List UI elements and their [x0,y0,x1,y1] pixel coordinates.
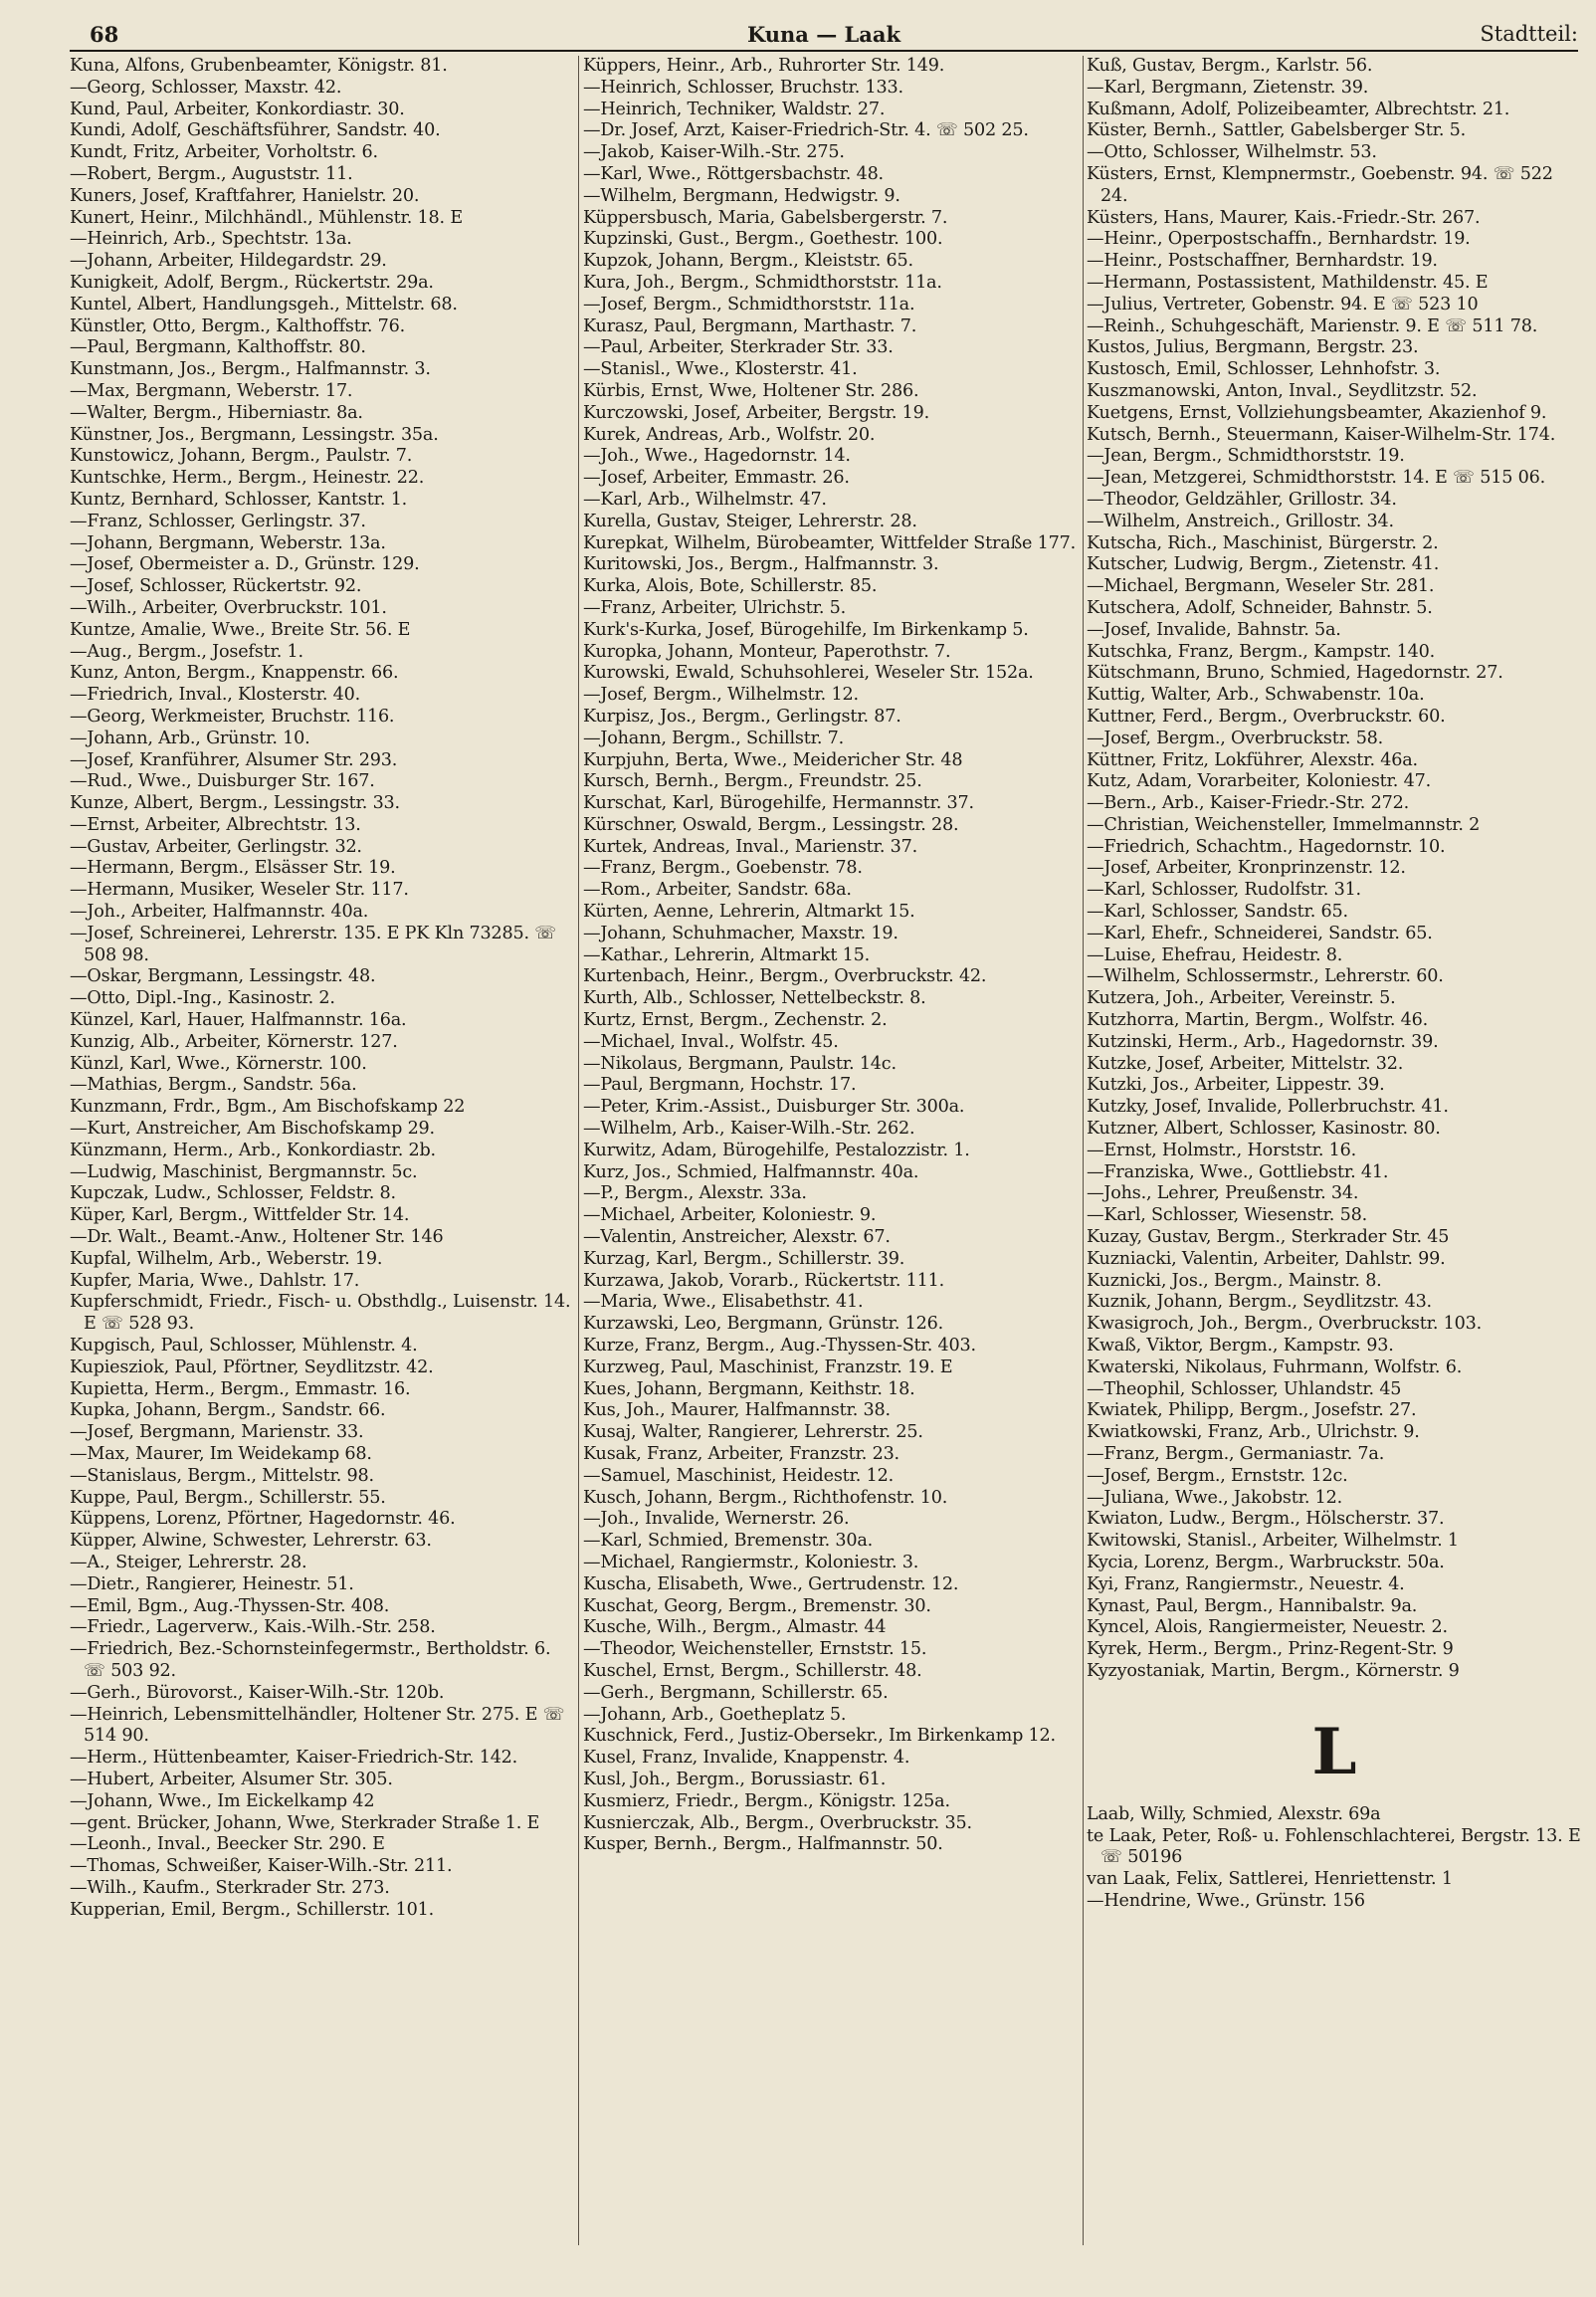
column-3 [1087,56,1582,2285]
directory-entry: —Johann, Schuhmacher, Maxstr. 19. [583,923,898,943]
directory-entry: —Ernst, Arbeiter, Albrechtstr. 13. [70,814,361,835]
directory-entry: —Jean, Metzgerei, Schmidthorststr. 14. E ☏ 515 06. [1087,468,1545,489]
directory-entry: —Wilhelm, Arb., Kaiser-Wilh.-Str. 262. [583,1119,915,1140]
directory-entry: —Paul, Bergmann, Hochstr. 17. [583,1075,857,1096]
directory-entry: Laab, Willy, Schmied, Alexstr. 69a [1087,1803,1381,1824]
directory-entry: —Heinrich, Schlosser, Bruchstr. 133. [583,77,903,98]
directory-entry: Küttner, Fritz, Lokführer, Alexstr. 46a. [1087,749,1418,770]
directory-entry: —Aug., Bergm., Josefstr. 1. [70,641,303,662]
directory-entry: Kusmierz, Friedr., Bergm., Königstr. 125a. [583,1790,950,1811]
directory-entry: Kuppe, Paul, Bergm., Schillerstr. 55. [70,1487,386,1508]
directory-entry: —Johann, Arbeiter, Hildegardstr. 29. [70,251,387,272]
directory-entry: Küppersbusch, Maria, Gabelsbergerstr. 7. [583,207,948,228]
directory-entry: Kunzmann, Frdr., Bgm., Am Bischofskamp 22 [70,1097,466,1118]
directory-entry: —Nikolaus, Bergmann, Paulstr. 14c. [583,1053,897,1074]
directory-entry: —Michael, Bergmann, Weseler Str. 281. [1087,576,1435,597]
directory-entry: Kuntschke, Herm., Bergm., Heinestr. 22. [70,468,425,489]
directory-entry: Kupfer, Maria, Wwe., Dahlstr. 17. [70,1270,360,1291]
directory-entry: —Christian, Weichensteller, Immelmannstr. 2 [1087,814,1481,835]
directory-entry: —Hermann, Musiker, Weseler Str. 117. [70,880,409,901]
directory-entry: Kursch, Bernh., Bergm., Freundstr. 25. [583,771,922,792]
directory-columns [70,56,1582,2285]
directory-entry: —Karl, Bergmann, Zietenstr. 39. [1087,77,1369,98]
directory-entry: Kutzinski, Herm., Arb., Hagedornstr. 39. [1087,1031,1439,1052]
directory-entry: Kutzke, Josef, Arbeiter, Mittelstr. 32. [1087,1053,1404,1074]
directory-entry: Küppens, Lorenz, Pförtner, Hagedornstr. 46. [70,1509,456,1530]
directory-entry: Kuschnick, Ferd., Justiz-Obersekr., Im Birkenkamp 12. [583,1726,1056,1747]
directory-entry: Kurk's-Kurka, Josef, Bürogehilfe, Im Birkenkamp 5. [583,619,1029,640]
directory-entry: —Johann, Bergmann, Weberstr. 13a. [70,532,386,553]
directory-entry: Kuna, Alfons, Grubenbeamter, Königstr. 81. [70,56,448,76]
column-3-entries [1087,56,1582,1683]
directory-entry: —Joh., Arbeiter, Halfmannstr. 40a. [70,902,369,923]
directory-entry: —Max, Bergmann, Weberstr. 17. [70,380,353,401]
directory-entry: Kupzinski, Gust., Bergm., Goethestr. 100. [583,229,943,250]
directory-entry: Kusper, Bernh., Bergm., Halfmannstr. 50. [583,1834,943,1855]
directory-entry: —Jakob, Kaiser-Wilh.-Str. 275. [583,142,845,163]
directory-entry: —Josef, Arbeiter, Kronprinzenstr. 12. [1087,858,1406,879]
directory-entry: —Kurt, Anstreicher, Am Bischofskamp 29. [70,1119,435,1140]
directory-entry: Kurth, Alb., Schlosser, Nettelbeckstr. 8. [583,988,926,1009]
directory-entry: Kunzig, Alb., Arbeiter, Körnerstr. 127. [70,1031,398,1052]
directory-entry: —Theodor, Weichensteller, Ernststr. 15. [583,1639,927,1660]
directory-entry: —Georg, Werkmeister, Bruchstr. 116. [70,706,395,727]
directory-entry: Küper, Karl, Bergm., Wittfelder Str. 14. [70,1205,410,1226]
directory-entry: Kwasigroch, Joh., Bergm., Overbruckstr. 103. [1087,1314,1483,1335]
directory-entry: —Gerh., Bergmann, Schillerstr. 65. [583,1682,889,1703]
directory-entry: Kues, Johann, Bergmann, Keithstr. 18. [583,1378,915,1399]
directory-entry: —Joh., Invalide, Wernerstr. 26. [583,1509,850,1530]
directory-entry: —Robert, Bergm., Auguststr. 11. [70,163,353,184]
directory-entry: Kyrek, Herm., Bergm., Prinz-Regent-Str. 9 [1087,1639,1454,1660]
directory-entry: Kyzyostaniak, Martin, Bergm., Körnerstr. 9 [1087,1660,1460,1681]
directory-entry: Kwiatkowski, Franz, Arb., Ulrichstr. 9. [1087,1422,1420,1443]
directory-entry: Kupzok, Johann, Bergm., Kleiststr. 65. [583,251,913,272]
directory-entry: Kura, Joh., Bergm., Schmidthorststr. 11a. [583,272,942,293]
directory-entry: Kupietta, Herm., Bergm., Emmastr. 16. [70,1378,411,1399]
directory-entry: Kuntz, Bernhard, Schlosser, Kantstr. 1. [70,489,408,510]
directory-entry: Kupperian, Emil, Bergm., Schillerstr. 101. [70,1899,434,1920]
directory-entry: Kutsch, Bernh., Steuermann, Kaiser-Wilhelm-Str. 174. [1087,424,1556,445]
directory-entry: Kurwitz, Adam, Bürogehilfe, Pestalozzistr. 1. [583,1140,970,1160]
directory-entry: Kurczowski, Josef, Arbeiter, Bergstr. 19. [583,402,930,423]
directory-entry: Küpper, Alwine, Schwester, Lehrerstr. 63. [70,1531,432,1552]
directory-entry: Kuznik, Johann, Bergm., Seydlitzstr. 43. [1087,1292,1432,1313]
directory-entry: Kurasz, Paul, Bergmann, Marthastr. 7. [583,315,917,336]
directory-entry: Kus, Joh., Maurer, Halfmannstr. 38. [583,1400,891,1421]
directory-entry: Kuszmanowski, Anton, Inval., Seydlitzstr. 52. [1087,380,1478,401]
directory-entry: —Heinrich, Arb., Spechtstr. 13a. [70,229,352,250]
directory-entry: —Heinrich, Techniker, Waldstr. 27. [583,99,886,119]
directory-entry: Kwitowski, Stanisl., Arbeiter, Wilhelmstr. 1 [1087,1531,1459,1552]
directory-entry: Kurzweg, Paul, Maschinist, Franzstr. 19. E [583,1357,953,1377]
directory-entry: Kwaß, Viktor, Bergm., Kampstr. 93. [1087,1336,1394,1357]
directory-entry: Kurpisz, Jos., Bergm., Gerlingstr. 87. [583,706,901,727]
directory-entry: —Dr. Walt., Beamt.-Anw., Holtener Str. 146 [70,1227,444,1248]
directory-entry: Kuzniacki, Valentin, Arbeiter, Dahlstr. 99. [1087,1248,1446,1269]
directory-entry: —Theodor, Geldzähler, Grillostr. 34. [1087,489,1397,510]
directory-entry: Kusel, Franz, Invalide, Knappenstr. 4. [583,1748,910,1769]
directory-entry: Kuttig, Walter, Arb., Schwabenstr. 10a. [1087,685,1425,706]
directory-entry: —Karl, Arb., Wilhelmstr. 47. [583,489,827,510]
directory-entry: —Hendrine, Wwe., Grünstr. 156 [1087,1890,1365,1911]
directory-entry: —Rom., Arbeiter, Sandstr. 68a. [583,880,852,901]
directory-entry: —Herm., Hüttenbeamter, Kaiser-Friedrich-Str. 142. [70,1748,518,1769]
directory-entry: —Ludwig, Maschinist, Bergmannstr. 5c. [70,1161,418,1182]
directory-entry: —Michael, Rangiermstr., Koloniestr. 3. [583,1552,919,1572]
directory-entry: —Paul, Bergmann, Kalthoffstr. 80. [70,337,366,358]
directory-entry: Kuschel, Ernst, Bergm., Schillerstr. 48. [583,1660,922,1681]
directory-entry: —Friedrich, Schachtm., Hagedornstr. 10. [1087,836,1446,857]
directory-entry: —Heinr., Operpostschaffn., Bernhardstr. 19. [1087,229,1471,250]
directory-entry: Kürten, Aenne, Lehrerin, Altmarkt 15. [583,902,915,923]
directory-entry: Kuntel, Albert, Handlungsgeh., Mittelstr. 68. [70,294,458,314]
directory-entry: Kupczak, Ludw., Schlosser, Feldstr. 8. [70,1183,396,1204]
directory-entry: —Wilh., Arbeiter, Overbruckstr. 101. [70,597,387,618]
directory-entry: —Wilh., Kaufm., Sterkrader Str. 273. [70,1877,390,1898]
directory-entry: Kunze, Albert, Bergm., Lessingstr. 33. [70,793,400,814]
directory-entry: Kusnierczak, Alb., Bergm., Overbruckstr. 35. [583,1812,972,1833]
page-title: Kuna — Laak [746,22,901,47]
directory-entry: Kunstowicz, Johann, Bergm., Paulstr. 7. [70,446,413,467]
directory-entry: Kuropka, Johann, Monteur, Paperothstr. 7. [583,641,951,662]
directory-entry: Kuners, Josef, Kraftfahrer, Hanielstr. 20. [70,185,420,206]
directory-entry: —Wilhelm, Schlossermstr., Lehrerstr. 60. [1087,966,1444,987]
directory-entry: —Franz, Bergm., Goebenstr. 78. [583,858,863,879]
directory-entry: Kundi, Adolf, Geschäftsführer, Sandstr. 40. [70,120,441,141]
directory-entry: —Walter, Bergm., Hiberniastr. 8a. [70,402,363,423]
directory-entry: Kwiaton, Ludw., Bergm., Hölscherstr. 37. [1087,1509,1445,1530]
directory-entry: Kutz, Adam, Vorarbeiter, Koloniestr. 47. [1087,771,1431,792]
directory-entry: Kutzki, Jos., Arbeiter, Lippestr. 39. [1087,1075,1385,1096]
column-1 [70,56,575,2285]
directory-entry: Kutscha, Rich., Maschinist, Bürgerstr. 2. [1087,532,1439,553]
directory-entry: —A., Steiger, Lehrerstr. 28. [70,1552,307,1572]
directory-entry: Kustosch, Emil, Schlosser, Lehnhofstr. 3. [1087,359,1441,380]
directory-entry: —Luise, Ehefrau, Heidestr. 8. [1087,944,1343,965]
directory-entry: —Wilhelm, Bergmann, Hedwigstr. 9. [583,185,900,206]
directory-entry: Kuritowski, Jos., Bergm., Halfmannstr. 3. [583,554,939,575]
directory-entry: —Johann, Arb., Grünstr. 10. [70,728,310,748]
section-letter: L [1311,1714,1357,1789]
directory-entry: —Dietr., Rangierer, Heinestr. 51. [70,1573,354,1594]
page-number: 68 [90,22,119,47]
column-2 [583,56,1079,2285]
directory-entry: —Gerh., Bürovorst., Kaiser-Wilh.-Str. 120b. [70,1682,445,1703]
directory-entry: Kuznicki, Jos., Bergm., Mainstr. 8. [1087,1270,1382,1291]
directory-entry: —Thomas, Schweißer, Kaiser-Wilh.-Str. 211. [70,1856,453,1877]
directory-entry: Kurpjuhn, Berta, Wwe., Meidericher Str. 48 [583,749,963,770]
directory-entry: Kutschka, Franz, Bergm., Kampstr. 140. [1087,641,1435,662]
directory-entry: —Karl, Schlosser, Wiesenstr. 58. [1087,1205,1367,1226]
directory-entry: —Franz, Arbeiter, Ulrichstr. 5. [583,597,847,618]
directory-entry: Kuntze, Amalie, Wwe., Breite Str. 56. E [70,619,411,640]
directory-entry: —Reinh., Schuhgeschäft, Marienstr. 9. E ☏ 511 78. [1087,315,1538,336]
directory-entry: Kusaj, Walter, Rangierer, Lehrerstr. 25. [583,1422,923,1443]
directory-entry: Kustos, Julius, Bergmann, Bergstr. 23. [1087,337,1419,358]
directory-entry: —Josef, Arbeiter, Emmastr. 26. [583,468,850,489]
directory-entry: —Hermann, Bergm., Elsässer Str. 19. [70,858,396,879]
directory-entry: —Kathar., Lehrerin, Altmarkt 15. [583,944,871,965]
directory-entry: Kurtenbach, Heinr., Bergm., Overbruckstr. 42. [583,966,987,987]
directory-entry: —Rud., Wwe., Duisburger Str. 167. [70,771,375,792]
directory-entry: —Stanisl., Wwe., Klosterstr. 41. [583,359,858,380]
directory-entry: —Stanislaus, Bergm., Mittelstr. 98. [70,1465,374,1486]
directory-entry: Kyi, Franz, Rangiermstr., Neuestr. 4. [1087,1573,1405,1594]
directory-entry: —Johann, Arb., Goetheplatz 5. [583,1704,847,1725]
directory-entry: —Josef, Kranführer, Alsumer Str. 293. [70,749,398,770]
directory-entry: Künzel, Karl, Hauer, Halfmannstr. 16a. [70,1010,407,1031]
directory-entry: Kunigkeit, Adolf, Bergm., Rückertstr. 29a. [70,272,434,293]
directory-entry: Kuttner, Ferd., Bergm., Overbruckstr. 60. [1087,706,1446,727]
directory-entry: —Josef, Bergm., Schmidthorststr. 11a. [583,294,915,314]
directory-entry: —Julius, Vertreter, Gobenstr. 94. E ☏ 523 10 [1087,294,1479,314]
directory-entry: —Karl, Wwe., Röttgersbachstr. 48. [583,163,884,184]
directory-entry: Kuschat, Georg, Bergm., Bremenstr. 30. [583,1595,931,1616]
directory-entry: Kunz, Anton, Bergm., Knappenstr. 66. [70,663,399,684]
directory-entry: —Otto, Schlosser, Wilhelmstr. 53. [1087,142,1377,163]
directory-entry: te Laak, Peter, Roß- u. Fohlenschlachterei, Bergstr. 13. E ☏ 50196 [1087,1825,1581,1868]
directory-entry: —Peter, Krim.-Assist., Duisburger Str. 300a. [583,1097,965,1118]
directory-entry: —Jean, Bergm., Schmidthorststr. 19. [1087,446,1405,467]
directory-entry: Kutzhorra, Martin, Bergm., Wolfstr. 46. [1087,1010,1429,1031]
directory-entry: —Bern., Arb., Kaiser-Friedr.-Str. 272. [1087,793,1409,814]
directory-entry: —Johs., Lehrer, Preußenstr. 34. [1087,1183,1359,1204]
directory-entry: —Wilhelm, Anstreich., Grillostr. 34. [1087,511,1394,531]
directory-entry: Kunstmann, Jos., Bergm., Halfmannstr. 3. [70,359,431,380]
directory-entry: Kund, Paul, Arbeiter, Konkordiastr. 30. [70,99,405,119]
directory-entry: Küsters, Hans, Maurer, Kais.-Friedr.-Str. 267. [1087,207,1481,228]
directory-entry: Kurze, Franz, Bergm., Aug.-Thyssen-Str. 403. [583,1336,976,1357]
district-label: Stadtteil: [1480,22,1578,46]
directory-entry: Kurzag, Karl, Bergm., Schillerstr. 39. [583,1248,905,1269]
directory-entry: Kuzay, Gustav, Bergm., Sterkrader Str. 45 [1087,1227,1450,1248]
directory-entry: —Johann, Bergm., Schillstr. 7. [583,728,845,748]
directory-entry: —Franziska, Wwe., Gottliebstr. 41. [1087,1161,1389,1182]
directory-entry: Kuß, Gustav, Bergm., Karlstr. 56. [1087,56,1373,76]
directory-entry: —Josef, Bergm., Overbruckstr. 58. [1087,728,1384,748]
directory-entry: Kußmann, Adolf, Polizeibeamter, Albrechtstr. 21. [1087,99,1510,119]
directory-entry: Kutzky, Josef, Invalide, Pollerbruchstr. 41. [1087,1097,1449,1118]
directory-entry: Küppers, Heinr., Arb., Ruhrorter Str. 149. [583,56,945,76]
directory-entry: Kurtek, Andreas, Inval., Marienstr. 37. [583,836,917,857]
directory-entry: —Josef, Schreinerei, Lehrerstr. 135. E PK Kln 73285. ☏ 508 98. [70,923,557,965]
directory-entry: —Leonh., Inval., Beecker Str. 290. E [70,1834,385,1855]
directory-entry: —Michael, Inval., Wolfstr. 45. [583,1031,839,1052]
directory-entry: —Karl, Schmied, Bremenstr. 30a. [583,1531,874,1552]
directory-entry: —P., Bergm., Alexstr. 33a. [583,1183,807,1204]
directory-entry: —Josef, Bergmann, Marienstr. 33. [70,1422,364,1443]
directory-entry: Kundt, Fritz, Arbeiter, Vorholtstr. 6. [70,142,378,163]
directory-entry: Küster, Bernh., Sattler, Gabelsberger Str. 5. [1087,120,1467,141]
directory-entry: —Heinr., Postschaffner, Bernhardstr. 19. [1087,251,1438,272]
directory-entry: Künstler, Otto, Bergm., Kalthoffstr. 76. [70,315,406,336]
directory-entry: Kunert, Heinr., Milchhändl., Mühlenstr. 18. E [70,207,463,228]
directory-entry: van Laak, Felix, Sattlerei, Henriettenstr. 1 [1087,1869,1453,1890]
directory-entry: Kusl, Joh., Bergm., Borussiastr. 61. [583,1769,887,1789]
directory-entry: —Franz, Schlosser, Gerlingstr. 37. [70,511,366,531]
directory-entry: Kupgisch, Paul, Schlosser, Mühlenstr. 4. [70,1336,418,1357]
directory-entry: Kutzera, Joh., Arbeiter, Vereinstr. 5. [1087,988,1396,1009]
directory-entry: Kwaterski, Nikolaus, Fuhrmann, Wolfstr. 6. [1087,1357,1463,1377]
directory-entry: —Karl, Ehefr., Schneiderei, Sandstr. 65. [1087,923,1433,943]
directory-entry: Kusak, Franz, Arbeiter, Franzstr. 23. [583,1444,899,1464]
column-3-entries-after [1087,1804,1582,1913]
directory-entry: —Karl, Schlosser, Rudolfstr. 31. [1087,880,1361,901]
directory-entry: Kurzawski, Leo, Bergmann, Grünstr. 126. [583,1314,943,1335]
directory-entry: —Georg, Schlosser, Maxstr. 42. [70,77,342,98]
directory-entry: —Karl, Schlosser, Sandstr. 65. [1087,902,1348,923]
directory-entry: —Hubert, Arbeiter, Alsumer Str. 305. [70,1769,393,1789]
directory-entry: —Gustav, Arbeiter, Gerlingstr. 32. [70,836,362,857]
directory-entry: Kurzawa, Jakob, Vorarb., Rückertstr. 111. [583,1270,944,1291]
directory-entry: —Josef, Bergm., Ernststr. 12c. [1087,1465,1348,1486]
directory-entry: —Joh., Wwe., Hagedornstr. 14. [583,446,851,467]
directory-entry: —Valentin, Anstreicher, Alexstr. 67. [583,1227,891,1248]
directory-entry: Kurka, Alois, Bote, Schillerstr. 85. [583,576,878,597]
directory-entry: —Josef, Bergm., Wilhelmstr. 12. [583,685,859,706]
directory-entry: Kyncel, Alois, Rangiermeister, Neuestr. 2. [1087,1617,1448,1638]
directory-entry: Kürschner, Oswald, Bergm., Lessingstr. 28. [583,814,959,835]
directory-entry: —Friedrich, Inval., Klosterstr. 40. [70,685,361,706]
directory-entry: Kycia, Lorenz, Bergm., Warbruckstr. 50a. [1087,1552,1445,1572]
directory-entry: Kürbis, Ernst, Wwe, Holtener Str. 286. [583,380,919,401]
directory-entry: Kurz, Jos., Schmied, Halfmannstr. 40a. [583,1161,919,1182]
directory-entry: —Franz, Bergm., Germaniastr. 7a. [1087,1444,1385,1464]
directory-entry: Kutscher, Ludwig, Bergm., Zietenstr. 41. [1087,554,1440,575]
directory-entry: —Heinrich, Lebensmittelhändler, Holtener Str. 275. E ☏ 514 90. [70,1704,565,1747]
directory-entry: —Theophil, Schlosser, Uhlandstr. 45 [1087,1378,1402,1399]
directory-entry: —Friedrich, Bez.-Schornsteinfegermstr., Bertholdstr. 6. ☏ 503 92. [70,1639,551,1681]
directory-entry: —Dr. Josef, Arzt, Kaiser-Friedrich-Str. 4. ☏ 502 25. [583,120,1029,141]
directory-entry: —Ernst, Holmstr., Horststr. 16. [1087,1140,1357,1160]
directory-entry: Kutzner, Albert, Schlosser, Kasinostr. 80. [1087,1119,1441,1140]
directory-entry: Kwiatek, Philipp, Bergm., Josefstr. 27. [1087,1400,1417,1421]
directory-entry: Kurek, Andreas, Arb., Wolfstr. 20. [583,424,876,445]
directory-entry: Kupiesziok, Paul, Pförtner, Seydlitzstr. 42. [70,1357,434,1377]
directory-entry: —Mathias, Bergm., Sandstr. 56a. [70,1075,357,1096]
directory-entry: Kurtz, Ernst, Bergm., Zechenstr. 2. [583,1010,888,1031]
directory-entry: —Paul, Arbeiter, Sterkrader Str. 33. [583,337,894,358]
directory-entry: Kurepkat, Wilhelm, Bürobeamter, Wittfelder Straße 177. [583,532,1077,553]
directory-entry: —Otto, Dipl.-Ing., Kasinostr. 2. [70,988,335,1009]
directory-entry: —Friedr., Lagerverw., Kais.-Wilh.-Str. 258. [70,1617,436,1638]
directory-entry: —Hermann, Postassistent, Mathildenstr. 45. E [1087,272,1489,293]
directory-entry: Kupka, Johann, Bergm., Sandstr. 66. [70,1400,386,1421]
directory-entry: Kurella, Gustav, Steiger, Lehrerstr. 28. [583,511,917,531]
directory-entry: Künzmann, Herm., Arb., Konkordiastr. 2b. [70,1140,436,1160]
directory-entry: Kütschmann, Bruno, Schmied, Hagedornstr. 27. [1087,663,1503,684]
directory-entry: —Josef, Schlosser, Rückertstr. 92. [70,576,362,597]
directory-entry: —Oskar, Bergmann, Lessingstr. 48. [70,966,376,987]
directory-entry: Kurowski, Ewald, Schuhsohlerei, Weseler Str. 152a. [583,663,1034,684]
directory-entry: Kutschera, Adolf, Schneider, Bahnstr. 5. [1087,597,1433,618]
directory-entry: Kurschat, Karl, Bürogehilfe, Hermannstr. 37. [583,793,974,814]
directory-entry: Kupfal, Wilhelm, Arb., Weberstr. 19. [70,1248,383,1269]
directory-entry: Kupferschmidt, Friedr., Fisch- u. Obsthdlg., Luisenstr. 14. E ☏ 528 93. [70,1292,571,1335]
directory-entry: Kusche, Wilh., Bergm., Almastr. 44 [583,1617,887,1638]
directory-entry: —Michael, Arbeiter, Koloniestr. 9. [583,1205,877,1226]
directory-entry: Küsters, Ernst, Klempnermstr., Goebenstr. 94. ☏ 522 24. [1087,163,1553,206]
directory-entry: —Max, Maurer, Im Weidekamp 68. [70,1444,372,1464]
directory-entry: —Juliana, Wwe., Jakobstr. 12. [1087,1487,1343,1508]
directory-entry: —Josef, Invalide, Bahnstr. 5a. [1087,619,1341,640]
directory-entry: —Josef, Obermeister a. D., Grünstr. 129. [70,554,420,575]
directory-entry: Künzl, Karl, Wwe., Körnerstr. 100. [70,1053,367,1074]
directory-entry: Künstner, Jos., Bergmann, Lessingstr. 35a. [70,424,439,445]
directory-entry: —Maria, Wwe., Elisabethstr. 41. [583,1292,864,1313]
directory-entry: —gent. Brücker, Johann, Wwe, Sterkrader Straße 1. E [70,1812,540,1833]
directory-entry: Kuscha, Elisabeth, Wwe., Gertrudenstr. 12. [583,1573,959,1594]
directory-entry: Kusch, Johann, Bergm., Richthofenstr. 10. [583,1487,948,1508]
directory-entry: —Samuel, Maschinist, Heidestr. 12. [583,1465,894,1486]
directory-entry: Kynast, Paul, Bergm., Hannibalstr. 9a. [1087,1595,1418,1616]
page-header [70,14,1578,52]
directory-entry: —Emil, Bgm., Aug.-Thyssen-Str. 408. [70,1595,390,1616]
directory-entry: Kuetgens, Ernst, Vollziehungsbeamter, Akazienhof 9. [1087,402,1547,423]
directory-entry: —Johann, Wwe., Im Eickelkamp 42 [70,1790,375,1811]
